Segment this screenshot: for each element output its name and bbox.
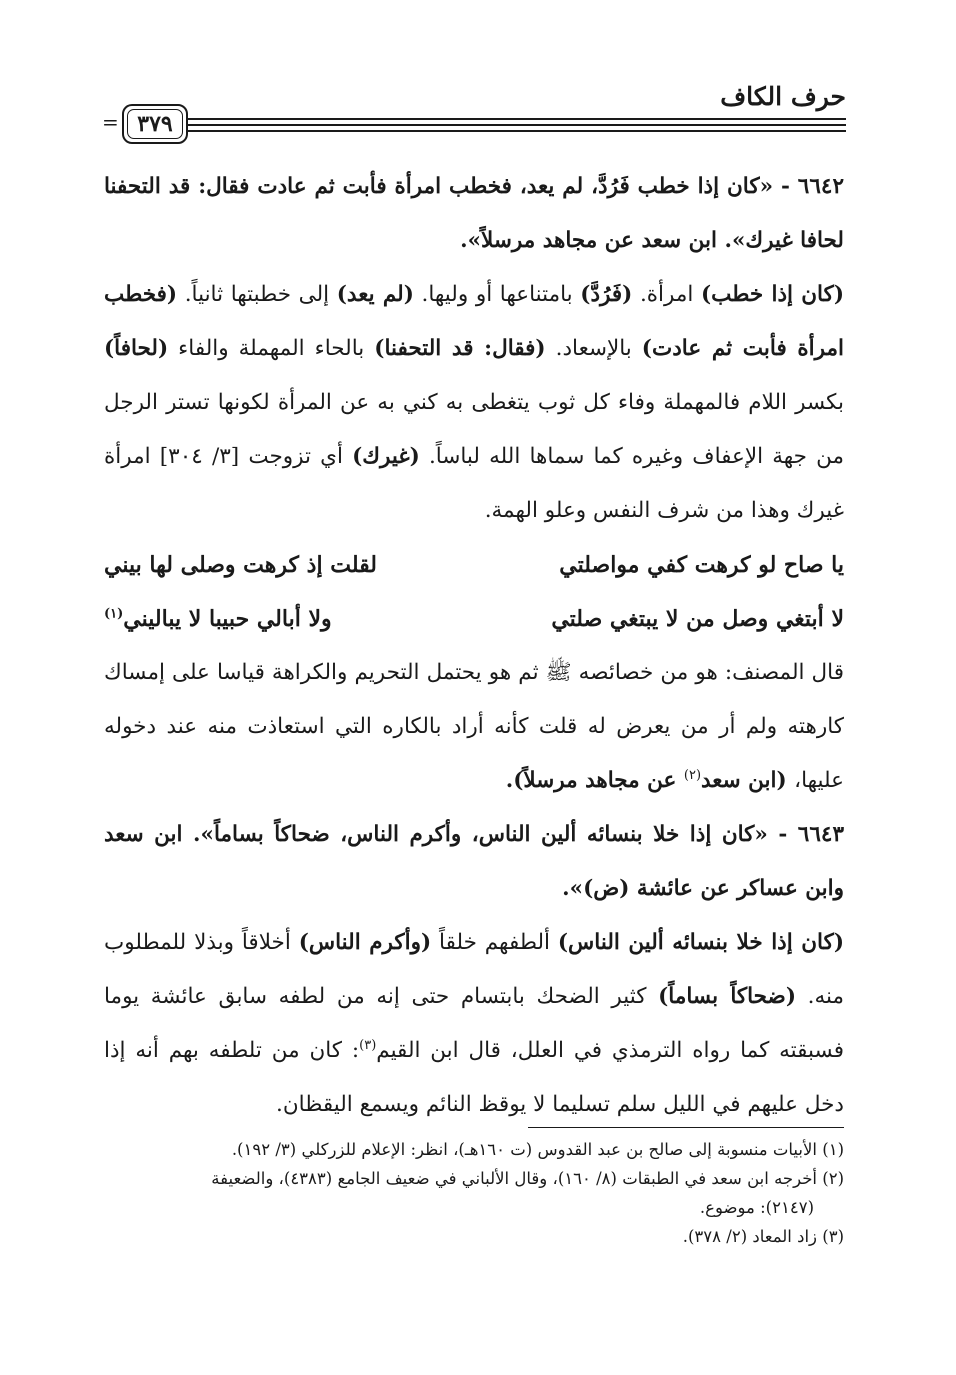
verse-hemistich: ولا أبالي حبيبا لا يباليني [123,606,332,632]
commentary-text: : كان من تلطفه بهم أنه إذا دخل عليهم في الليل سلم تسليما لا يوقظ النائم ويسمع اليقظان. [104,1038,844,1117]
commentary-text: أخلاقاً وبذلا للمطلوب منه. [104,930,845,1009]
author-note [104,646,844,808]
hadith-6643 [104,808,844,916]
footnote-1: (١) الأبيات منسوبة إلى صالح بن عبد القدوس (ت ١٦٠هـ)، انظر: الإعلام للزركلي (٣/ ١٩٢). [231,1140,844,1159]
header-rule [186,124,846,126]
page-number-badge [122,104,188,144]
page-number: ٣٧٩ [137,111,173,137]
header-rule [186,130,846,132]
dash: - [773,174,798,199]
commentary-6643 [104,916,844,1132]
commentary-text: بكسر اللام فالمهملة وفاء كل ثوب يتغطى به كني به عن المرأة لكونها تستر الرجل من جهة الإعفاف وغيره كما سماها الله لباساً. [104,390,845,469]
verse-hemistich-with-ref [104,592,332,646]
chapter-title: حرف الكاف [720,82,846,111]
footnote-3: (٣) زاد المعاد (٢/ ٣٧٨). [682,1227,844,1246]
commentary-text: أي تزوجت [٣/ ٣٠٤] امرأة غيرك وهذا من شرف النفس وعلو الهمة. [104,444,844,523]
commentary-term: (لحافاً) [104,336,169,361]
commentary-term: (كان إذا خطب) [701,282,845,307]
verse-line-2 [104,592,844,646]
page-body [104,160,844,1132]
note-text: قال المصنف: هو من خصائصه ﷺ ثم هو يحتمل التحريم والكراهة قياسا على إمساك كارهته ولم أر من يعرض له قلت كأنه أراد بالكاره التي استعاذت منه عند دخوله عليها، [104,660,844,793]
commentary-text: كثير الضحك بابتسام حتى إنه من لطفه سابق عائشة يوما فسبقته كما رواه الترمذي في العلل، قال ابن القيم [104,984,844,1063]
commentary-term: (وأكرم الناس) [298,930,432,955]
commentary-term: (غيرك) [352,444,420,469]
header-left-mark: = [102,110,119,134]
commentary-term: (كان إذا خلا بنسائه ألين الناس) [557,930,844,955]
hadith-number: ٦٦٤٣ [797,822,844,847]
footnote-separator [528,1127,844,1128]
commentary-text: إلى خطبتها ثانياً. [177,282,337,307]
commentary-text: بالحاء المهملة والفاء [168,336,375,361]
footnote-2: (٢) أخرجه ابن سعد في الطبقات (٨/ ١٦٠)، وقال الألباني في ضعيف الجامع (٤٣٨٣)، والضعيفة [211,1169,844,1188]
verse-hemistich: لا أبتغي وصل من لا يبتغي صلتي [551,606,844,632]
hadith-6642 [104,160,844,268]
commentary-term: (ضحاكاً بساماً) [658,984,796,1009]
commentary-text: ألطفهم خلقاً [431,930,558,955]
commentary-term: (فَرُدَّ) [580,282,633,307]
verse-line-1 [104,538,844,592]
commentary-term: (فقال: قد التحفنا) [374,336,546,361]
hadith-number: ٦٦٤٢ [797,174,844,199]
source-citation: عن مجاهد مرسلاً). [505,768,684,793]
footnote-ref: (١) [104,606,124,622]
footnote-2-continued: (٢١٤٧): موضوع. [699,1198,814,1217]
footnote-ref: (٢) [683,767,702,783]
commentary-text: امرأة. [632,282,701,307]
source-citation: (ابن سعد [701,768,795,793]
footnote-ref: (٣) [359,1037,377,1053]
dash: - [767,822,798,847]
hadith-text: «كان إذا خطب فَرُدَّ، لم يعد، فخطب امرأة فأبت ثم عادت فقال: قد التحفنا لحافا غيرك». ابن سعد عن مجاهد مرسلاً». [104,174,844,253]
footnotes [104,1135,844,1251]
verse-hemistich: لقلت إذ كرهت وصلى لها بيني [104,552,377,578]
page-header [96,72,846,142]
hadith-text: «كان إذا خلا بنسائه ألين الناس، وأكرم الناس، ضحاكاً بساماً». ابن سعد وابن عساكر عن عائشة (ض)». [104,822,844,901]
commentary-6642 [104,268,844,538]
commentary-text: بامتناعها أو وليها. [413,282,581,307]
commentary-term: (لم يعد) [336,282,414,307]
commentary-text: بالإسعاد. [545,336,642,361]
commentary-term: (فخطب امرأة فأبت ثم عادت) [104,282,844,361]
verse-hemistich: يا صاح لو كرهت كفي مواصلتي [559,552,844,578]
header-rule [186,118,846,120]
